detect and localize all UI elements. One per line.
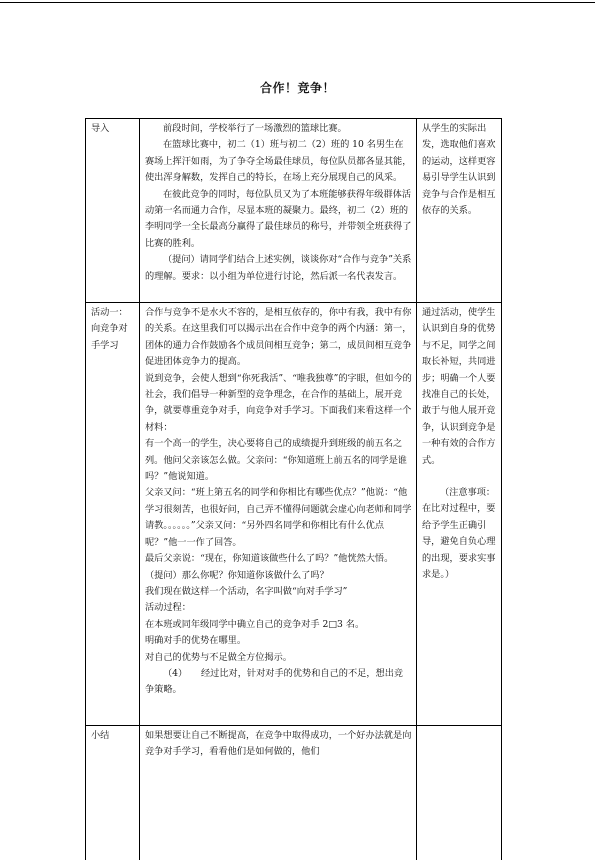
row-note (417, 726, 502, 860)
content-paragraph: 对自己的优势与不足做全方位揭示。 (145, 650, 412, 666)
table-row-activity-1 (86, 303, 502, 726)
content-paragraph: 说到竞争，会使人想到“你死我活”、“唯我独尊”的字眼，但如今的社会，我们倡导一种新型的竞争理念，在合作的基础上，展开竞争，就要尊重竞争对手，向竞争对手学习。下面我们来看这样一个材料： (145, 371, 412, 437)
row-content (140, 119, 417, 303)
content-paragraph: 有一个高一的学生，决心要将自己的成绩提升到班级的前五名之列。他问父亲该怎么做。父亲问：“你知道班上前五名的同学是谁吗？”他说知道。 (145, 436, 412, 485)
content-paragraph: 明确对手的优势在哪里。 (145, 633, 412, 649)
document-title: 合作！竞争！ (0, 79, 595, 96)
content-paragraph: 父亲又问：“班上第五名的同学和你相比有哪些优点？”他说：“他学习很刻苦，也很好问，自己弄不懂得问题就会虚心向老师和同学请教。。。。。。”父亲又问：“另外四名同学和你相比有什么优点呢？”他一一作了回答。 (145, 485, 412, 551)
content-paragraph: 如果想要让自己不断提高，在竞争中取得成功，一个好办法就是向竞争对手学习，看看他们是如何做的，他们 (145, 728, 412, 761)
content-paragraph: 前段时间，学校举行了一场激烈的篮球比赛。 (145, 121, 412, 137)
note-paragraph: （注意事项：在比对过程中，要给予学生正确引导，避免自负心理的出现，要求实事求是。） (422, 485, 497, 583)
content-paragraph: 在彼此竞争的同时，每位队员又为了本班能够获得年级群体活动第一名而通力合作，尽显本班的凝聚力。最终，初二（2）班的李明同学一全长最高分赢得了最佳球员的称号，并带领全班获得了比赛的胜利。 (145, 187, 412, 253)
note-paragraph: 通过活动，使学生认识到自身的优势与不足，同学之间取长补短，共同进步；明确一个人要找准自己的长处，敢于与他人展开竞争，认识到竞争是一种有效的合作方式。 (422, 305, 497, 469)
row-label: 活动一：向竞争对手学习 (86, 303, 140, 726)
row-content (140, 726, 417, 860)
content-paragraph: 在本班或同年级同学中确立自己的竞争对手 2□3 名。 (145, 617, 412, 633)
row-label: 小结 (86, 726, 140, 860)
content-paragraph: 合作与竞争不是水火不容的，是相互依存的，你中有我，我中有你的关系。在这里我们可以揭示出在合作中竞争的两个内涵：第一，团体的通力合作鼓励各个成员间相互竞争；第二，成员间相互竞争促进团体竞争力的提高。 (145, 305, 412, 371)
lesson-plan-table (85, 118, 502, 860)
row-label: 导入 (86, 119, 140, 303)
row-note (417, 303, 502, 726)
table-row-intro (86, 119, 502, 303)
row-note: 从学生的实际出发，选取他们喜欢的运动，这样更容易引导学生认识到竞争与合作是相互依存的关系。 (417, 119, 502, 303)
content-paragraph: 在篮球比赛中，初二（1）班与初二（2）班的 10 名男生在赛场上挥汗如雨，为了争夺全场最佳球员，每位队员都各显其能，使出浑身解数，发挥自己的特长，在场上充分展现自己的风采。 (145, 137, 412, 186)
content-paragraph: （提问）请同学们结合上述实例，谈谈你对“合作与竞争”关系的理解。要求：以小组为单位进行讨论，然后派一名代表发言。 (145, 252, 412, 285)
table-row-summary (86, 726, 502, 860)
content-paragraph: （4） 经过比对，针对对手的优势和自己的不足，想出竞争策略。 (145, 666, 412, 699)
content-paragraph: 活动过程： (145, 600, 412, 616)
note-spacer (422, 469, 497, 485)
content-paragraph: （提问）那么你呢？你知道你该做什么了吗？ (145, 568, 412, 584)
page-top-rule (0, 2, 595, 3)
content-paragraph: 最后父亲说：“现在，你知道该做些什么了吗？”他恍然大悟。 (145, 551, 412, 567)
content-paragraph: 我们现在做这样一个活动，名字叫做“向对手学习” (145, 584, 412, 600)
row-content (140, 303, 417, 726)
